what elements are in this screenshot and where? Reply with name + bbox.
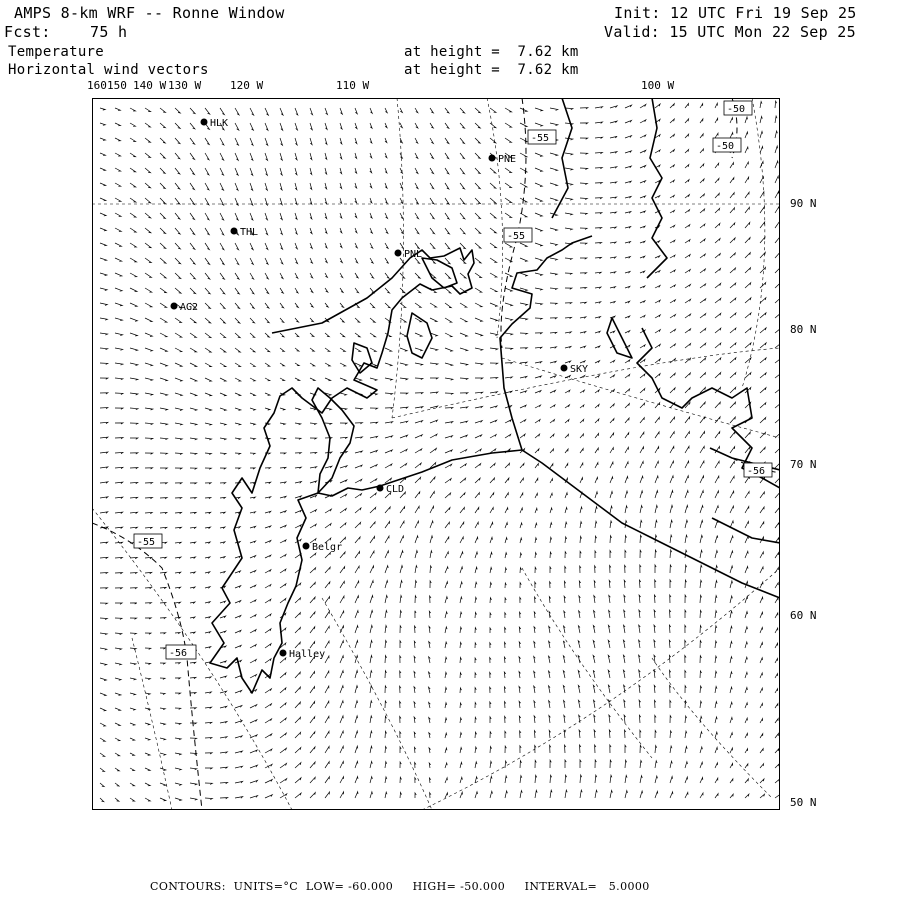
- lon-label-140w: 140 W: [133, 79, 167, 92]
- contour-label: -55: [137, 537, 156, 548]
- station-marker-cld: [377, 485, 384, 492]
- station-marker-ago: [171, 303, 178, 310]
- station-marker-halley: [280, 650, 287, 657]
- forecast-label: Fcst:: [4, 23, 51, 41]
- lon-label-150: 150: [107, 79, 127, 92]
- contour-label: -56: [747, 466, 766, 477]
- lat-label-60n: 60 N: [790, 609, 817, 622]
- lat-label-50n: 50 N: [790, 796, 817, 809]
- contour-label: -50: [727, 104, 746, 115]
- contour-label: -55: [507, 231, 526, 242]
- station-label-cld: CLD: [386, 484, 405, 495]
- station-marker-hlk: [201, 119, 208, 126]
- station-label-ago: AG2: [180, 302, 199, 313]
- height-wind: at height = 7.62 km: [404, 62, 579, 78]
- valid-time: Valid: 15 UTC Mon 22 Sep 25: [604, 23, 856, 41]
- lon-label-100w: 100 W: [641, 79, 675, 92]
- station-label-sky: SKY: [570, 364, 589, 375]
- map-title: AMPS 8-km WRF -- Ronne Window: [14, 4, 285, 22]
- contour-label: -50: [716, 141, 735, 152]
- contour-label: -56: [169, 648, 188, 659]
- forecast-value: 75 h: [90, 23, 128, 41]
- contour-label: -55: [531, 133, 550, 144]
- field-temperature: Temperature: [8, 44, 105, 60]
- height-temperature: at height = 7.62 km: [404, 44, 579, 60]
- lon-label-120w: 120 W: [230, 79, 264, 92]
- map-panel: [92, 98, 780, 810]
- init-time: Init: 12 UTC Fri 19 Sep 25: [614, 4, 857, 22]
- lon-label-110w: 110 W: [336, 79, 370, 92]
- station-label-belgr: Belgr: [312, 542, 343, 553]
- lat-label-80n: 80 N: [790, 323, 817, 336]
- station-label-thl: THL: [240, 227, 259, 238]
- lon-label-130w: 130 W: [168, 79, 202, 92]
- station-marker-thl: [231, 228, 238, 235]
- station-label-halley: Halley: [289, 649, 326, 660]
- lat-label-70n: 70 N: [790, 458, 817, 471]
- station-marker-sky: [561, 365, 568, 372]
- station-marker-pne: [489, 155, 496, 162]
- lat-label-90n: 90 N: [790, 197, 817, 210]
- station-label-hlk: HLK: [210, 118, 229, 129]
- contour-info-footer: CONTOURS: UNITS=°C LOW= -60.000 HIGH= -50.000 INTERVAL= 5.0000: [150, 880, 650, 893]
- station-marker-belgr: [303, 543, 310, 550]
- station-label-pnl: PNL: [404, 249, 423, 260]
- station-label-pne: PNE: [498, 154, 517, 165]
- lon-label-160: 160: [87, 79, 107, 92]
- field-wind-vectors: Horizontal wind vectors: [8, 62, 209, 78]
- station-marker-pnl: [395, 250, 402, 257]
